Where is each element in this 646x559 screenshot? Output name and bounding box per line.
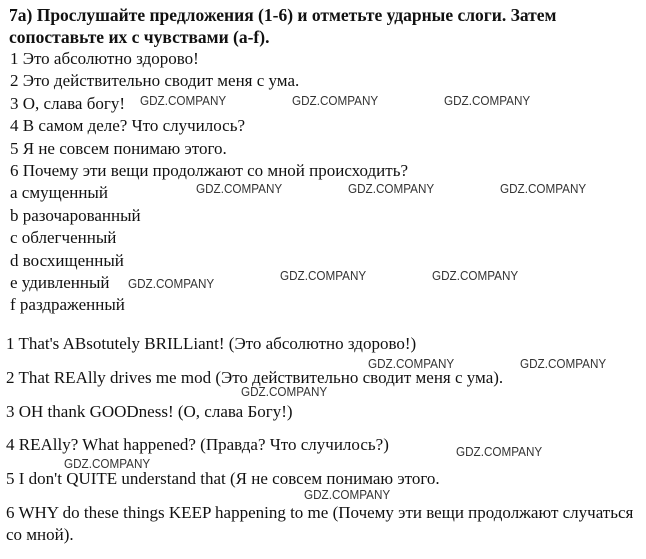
watermark-text: GDZ.COMPANY [500,181,587,196]
watermark-text: GDZ.COMPANY [348,181,435,196]
answer-5: 5 I don't QUITE understand that (Я не совсем понимаю этого. [6,469,440,488]
watermark-text: GDZ.COMPANY [292,93,379,108]
instructions-line-1: 7a) Прослушайте предложения (1-6) и отметьте ударные слоги. Затем [9,5,557,25]
watermark-text: GDZ.COMPANY [128,276,215,291]
watermark-text: GDZ.COMPANY [368,356,455,371]
feeling-d: d восхищенный [10,250,124,270]
watermark-text: GDZ.COMPANY [64,456,151,471]
answer-2: 2 That REAlly drives me mod (Это действительно сводит меня с ума). [6,368,504,387]
answer-1: 1 That's ABsotutely BRILLiant! (Это абсолютно здорово!) [6,334,417,353]
answer-6: 6 WHY do these things KEEP happening to me (Почему эти вещи продолжают случаться со мной). [6,503,634,544]
answer-3: 3 OH thank GOODness! (О, слава Богу!) [6,402,293,421]
instructions-line-2: сопоставьте их с чувствами (a-f). [9,27,270,47]
watermark-text: GDZ.COMPANY [140,93,227,108]
ru-sentence-5: 5 Я не совсем понимаю этого. [10,138,227,158]
ru-sentence-3: 3 О, слава богу! [10,93,125,113]
watermark-text: GDZ.COMPANY [196,181,283,196]
feeling-c: c облегченный [10,228,117,248]
watermark-text: GDZ.COMPANY [432,268,519,283]
ru-sentence-6: 6 Почему эти вещи продолжают со мной происходить? [10,161,408,181]
watermark-text: GDZ.COMPANY [241,384,328,399]
watermark-text: GDZ.COMPANY [520,356,607,371]
feeling-b: b разочарованный [10,205,141,225]
watermark-text: GDZ.COMPANY [444,93,531,108]
answer-4: 4 REAlly? What happened? (Правда? Что случилось?) [6,435,389,454]
exercise-instructions [9,4,639,48]
watermark-text: GDZ.COMPANY [456,444,543,459]
watermark-text: GDZ.COMPANY [280,268,367,283]
ru-sentence-1: 1 Это абсолютно здорово! [10,49,199,68]
ru-sentence-4: 4 В самом деле? Что случилось? [10,116,246,136]
feeling-f: f раздраженный [10,295,125,315]
feeling-e: e удивленный [10,273,110,293]
feeling-a: a смущенный [10,183,108,203]
watermark-text: GDZ.COMPANY [304,487,391,502]
ru-sentence-2: 2 Это действительно сводит меня с ума. [10,71,300,91]
